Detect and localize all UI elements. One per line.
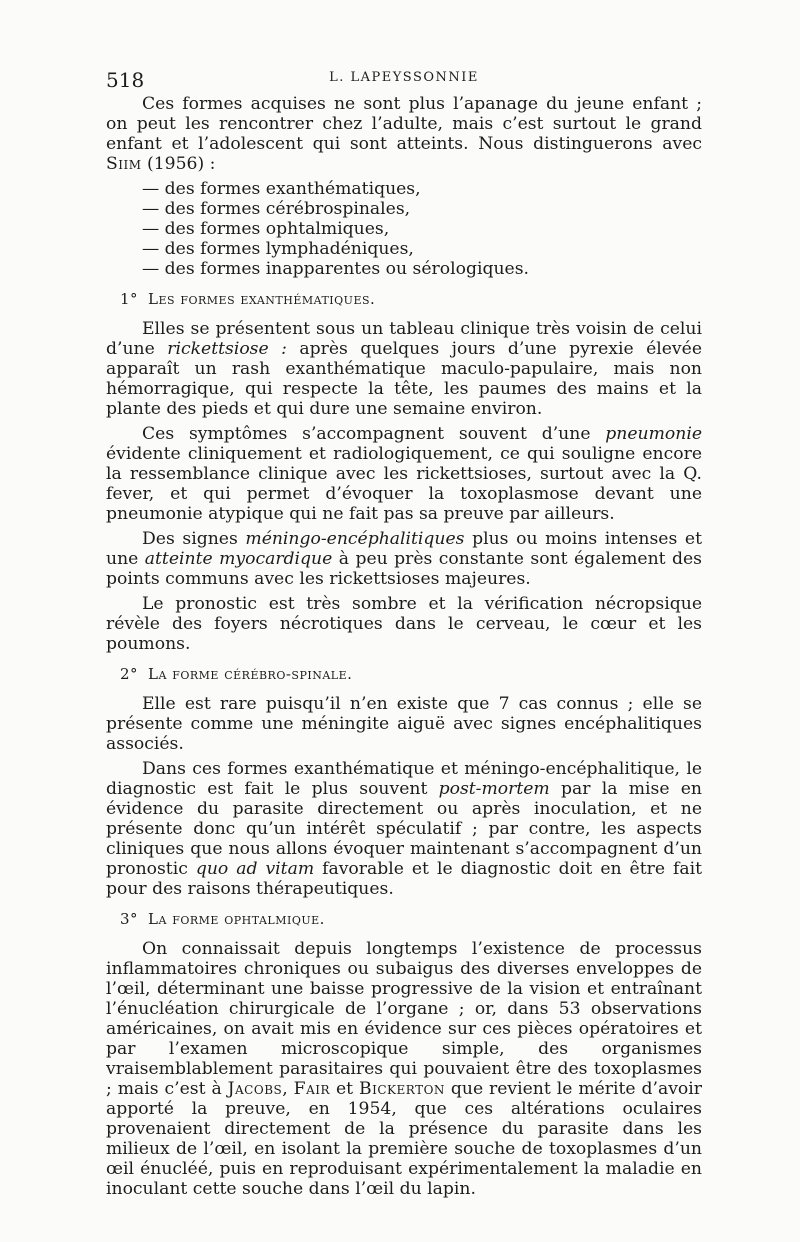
paragraph	[106, 759, 702, 899]
text-run: après quelques jours d’une pyrexie élevée apparaît un rash exanthématique maculo-papulaire, mais non hémorragique, qui respecte la tête, les paumes des mains et la plante des pieds et qui dure une semaine environ.	[106, 339, 702, 419]
text-run: On connaissait depuis longtemps l’existence de processus inflammatoires chroniques ou subaigus des diverses enveloppes de l’œil, déterminant une baisse progressive de la vision et entraînant l’énucléation chirurgicale de l’organe ; or, dans 53 observations américaines, on avait mis en évidence sur ces pièces opératoires et par l’examen microscopique simple, des organismes vraisemblablement parasitaires qui pouvaient être des toxoplasmes ; mais c’est à	[106, 939, 702, 1099]
author-name: Siim	[106, 154, 142, 174]
paragraph	[106, 319, 702, 419]
text-run: et	[330, 1079, 359, 1099]
section-heading-exanthematic	[120, 289, 702, 309]
running-title: L. LAPEYSSONNIE	[329, 70, 479, 85]
text-run: plus ou moins intenses et une	[106, 529, 702, 569]
text-run: que revient le mérite d’avoir apporté la preuve, en 1954, que ces altérations oculaires provenaient directement de la présence du parasite dans les milieux de l’œil, en isolant la première souche de toxoplasmes d’un œil énucléé, puis en reproduisant expérimentalement la maladie en inoculant cette souche dans l’œil du lapin.	[106, 1079, 702, 1199]
paragraph	[106, 424, 702, 524]
intro-text-tail: (1956) :	[141, 154, 216, 174]
emphasis: rickettsiose :	[167, 339, 287, 359]
paragraph	[106, 529, 702, 589]
text-run: Des signes	[142, 529, 246, 549]
list-item: — des formes ophtalmiques,	[142, 219, 390, 239]
running-head	[106, 58, 702, 94]
text-run: Elles se présentent sous un tableau clinique très voisin de celui d’une	[106, 319, 702, 359]
paragraph: Elle est rare puisqu’il n’en existe que 7 cas connus ; elle se présente comme une méningite aiguë avec signes encéphalitiques associés.	[106, 694, 702, 754]
text-run: à peu près constante sont également des points communs avec les rickettsioses majeures.	[106, 549, 702, 589]
text-run: Ces symptômes s’accompagnent souvent d’une	[142, 424, 606, 444]
list-item: — des formes inapparentes ou sérologiques.	[142, 259, 529, 279]
text-run: Dans ces formes exanthématique et méningo-encéphalitique, le diagnostic est fait le plus souvent	[106, 759, 702, 799]
section-heading-cerebrospinal	[120, 664, 702, 684]
section-number: 3°	[120, 910, 139, 928]
section-title: Les formes exanthématiques.	[148, 290, 376, 308]
section-title: La forme cérébro-spinale.	[148, 665, 353, 683]
forms-list	[106, 179, 702, 279]
emphasis: post-mortem	[438, 779, 550, 799]
text-run: favorable et le diagnostic doit en être fait pour des raisons thérapeutiques.	[106, 859, 702, 899]
text-run: ,	[282, 1079, 294, 1099]
author-name: Fair	[293, 1079, 331, 1099]
section-number: 1°	[120, 290, 139, 308]
text-run: évidente cliniquement et radiologiquement, ce qui souligne encore la ressemblance clinique avec les rickettsioses, surtout avec la Q. fever, et qui permet d’évoquer la toxoplasmose devant une pneumonie atypique qui ne fait pas sa preuve par ailleurs.	[106, 444, 702, 524]
intro-text: Ces formes acquises ne sont plus l’apanage du jeune enfant ; on peut les rencontrer chez l’adulte, mais c’est surtout le grand enfant et l’adolescent qui sont atteints. Nous distinguerons avec	[106, 94, 702, 154]
list-item: — des formes exanthématiques,	[142, 179, 421, 199]
list-item: — des formes lymphadéniques,	[142, 239, 414, 259]
emphasis: méningo-encéphalitiques	[245, 529, 465, 549]
emphasis: atteinte myocardique	[144, 549, 333, 569]
section-number: 2°	[120, 665, 139, 683]
page-number: 518	[106, 68, 145, 92]
text-run: par la mise en évidence du parasite directement ou après inoculation, et ne présente donc qu’un intérêt spéculatif ; par contre, les aspects cliniques que nous allons évoquer maintenant s’accompagnent d’un pronostic	[106, 779, 702, 879]
author-name: Bickerton	[358, 1079, 445, 1099]
emphasis: quo ad vitam	[195, 859, 315, 879]
list-item: — des formes cérébrospinales,	[142, 199, 411, 219]
intro-paragraph	[106, 94, 702, 174]
body-text	[106, 94, 702, 1199]
emphasis: pneumonie	[605, 424, 702, 444]
section-title: La forme ophtalmique.	[148, 910, 325, 928]
paragraph: Le pronostic est très sombre et la vérification nécropsique révèle des foyers nécrotiques dans le cerveau, le cœur et les poumons.	[106, 594, 702, 654]
paragraph	[106, 939, 702, 1199]
author-name: Jacobs	[227, 1079, 283, 1099]
section-heading-ophthalmic	[120, 909, 702, 929]
